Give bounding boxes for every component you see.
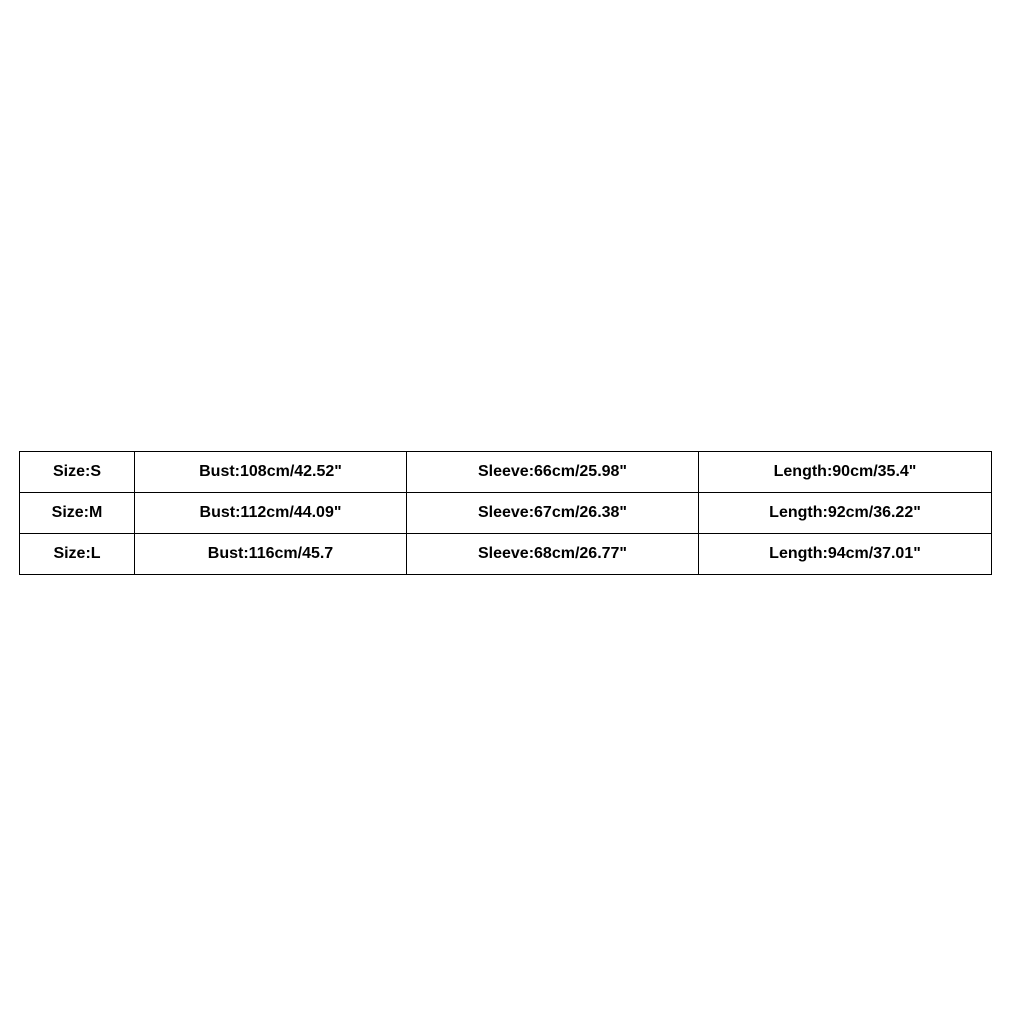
table-row xyxy=(20,452,992,493)
size-cell: Size:M xyxy=(20,493,135,534)
table-row xyxy=(20,534,992,575)
sleeve-cell: Sleeve:66cm/25.98" xyxy=(407,452,699,493)
bust-cell: Bust:108cm/42.52" xyxy=(135,452,407,493)
length-cell: Length:90cm/35.4" xyxy=(699,452,992,493)
size-chart-table xyxy=(19,451,992,575)
sleeve-cell: Sleeve:67cm/26.38" xyxy=(407,493,699,534)
sleeve-cell: Sleeve:68cm/26.77" xyxy=(407,534,699,575)
bust-cell: Bust:112cm/44.09" xyxy=(135,493,407,534)
bust-cell: Bust:116cm/45.7 xyxy=(135,534,407,575)
length-cell: Length:94cm/37.01" xyxy=(699,534,992,575)
table-row xyxy=(20,493,992,534)
size-cell: Size:S xyxy=(20,452,135,493)
size-cell: Size:L xyxy=(20,534,135,575)
length-cell: Length:92cm/36.22" xyxy=(699,493,992,534)
